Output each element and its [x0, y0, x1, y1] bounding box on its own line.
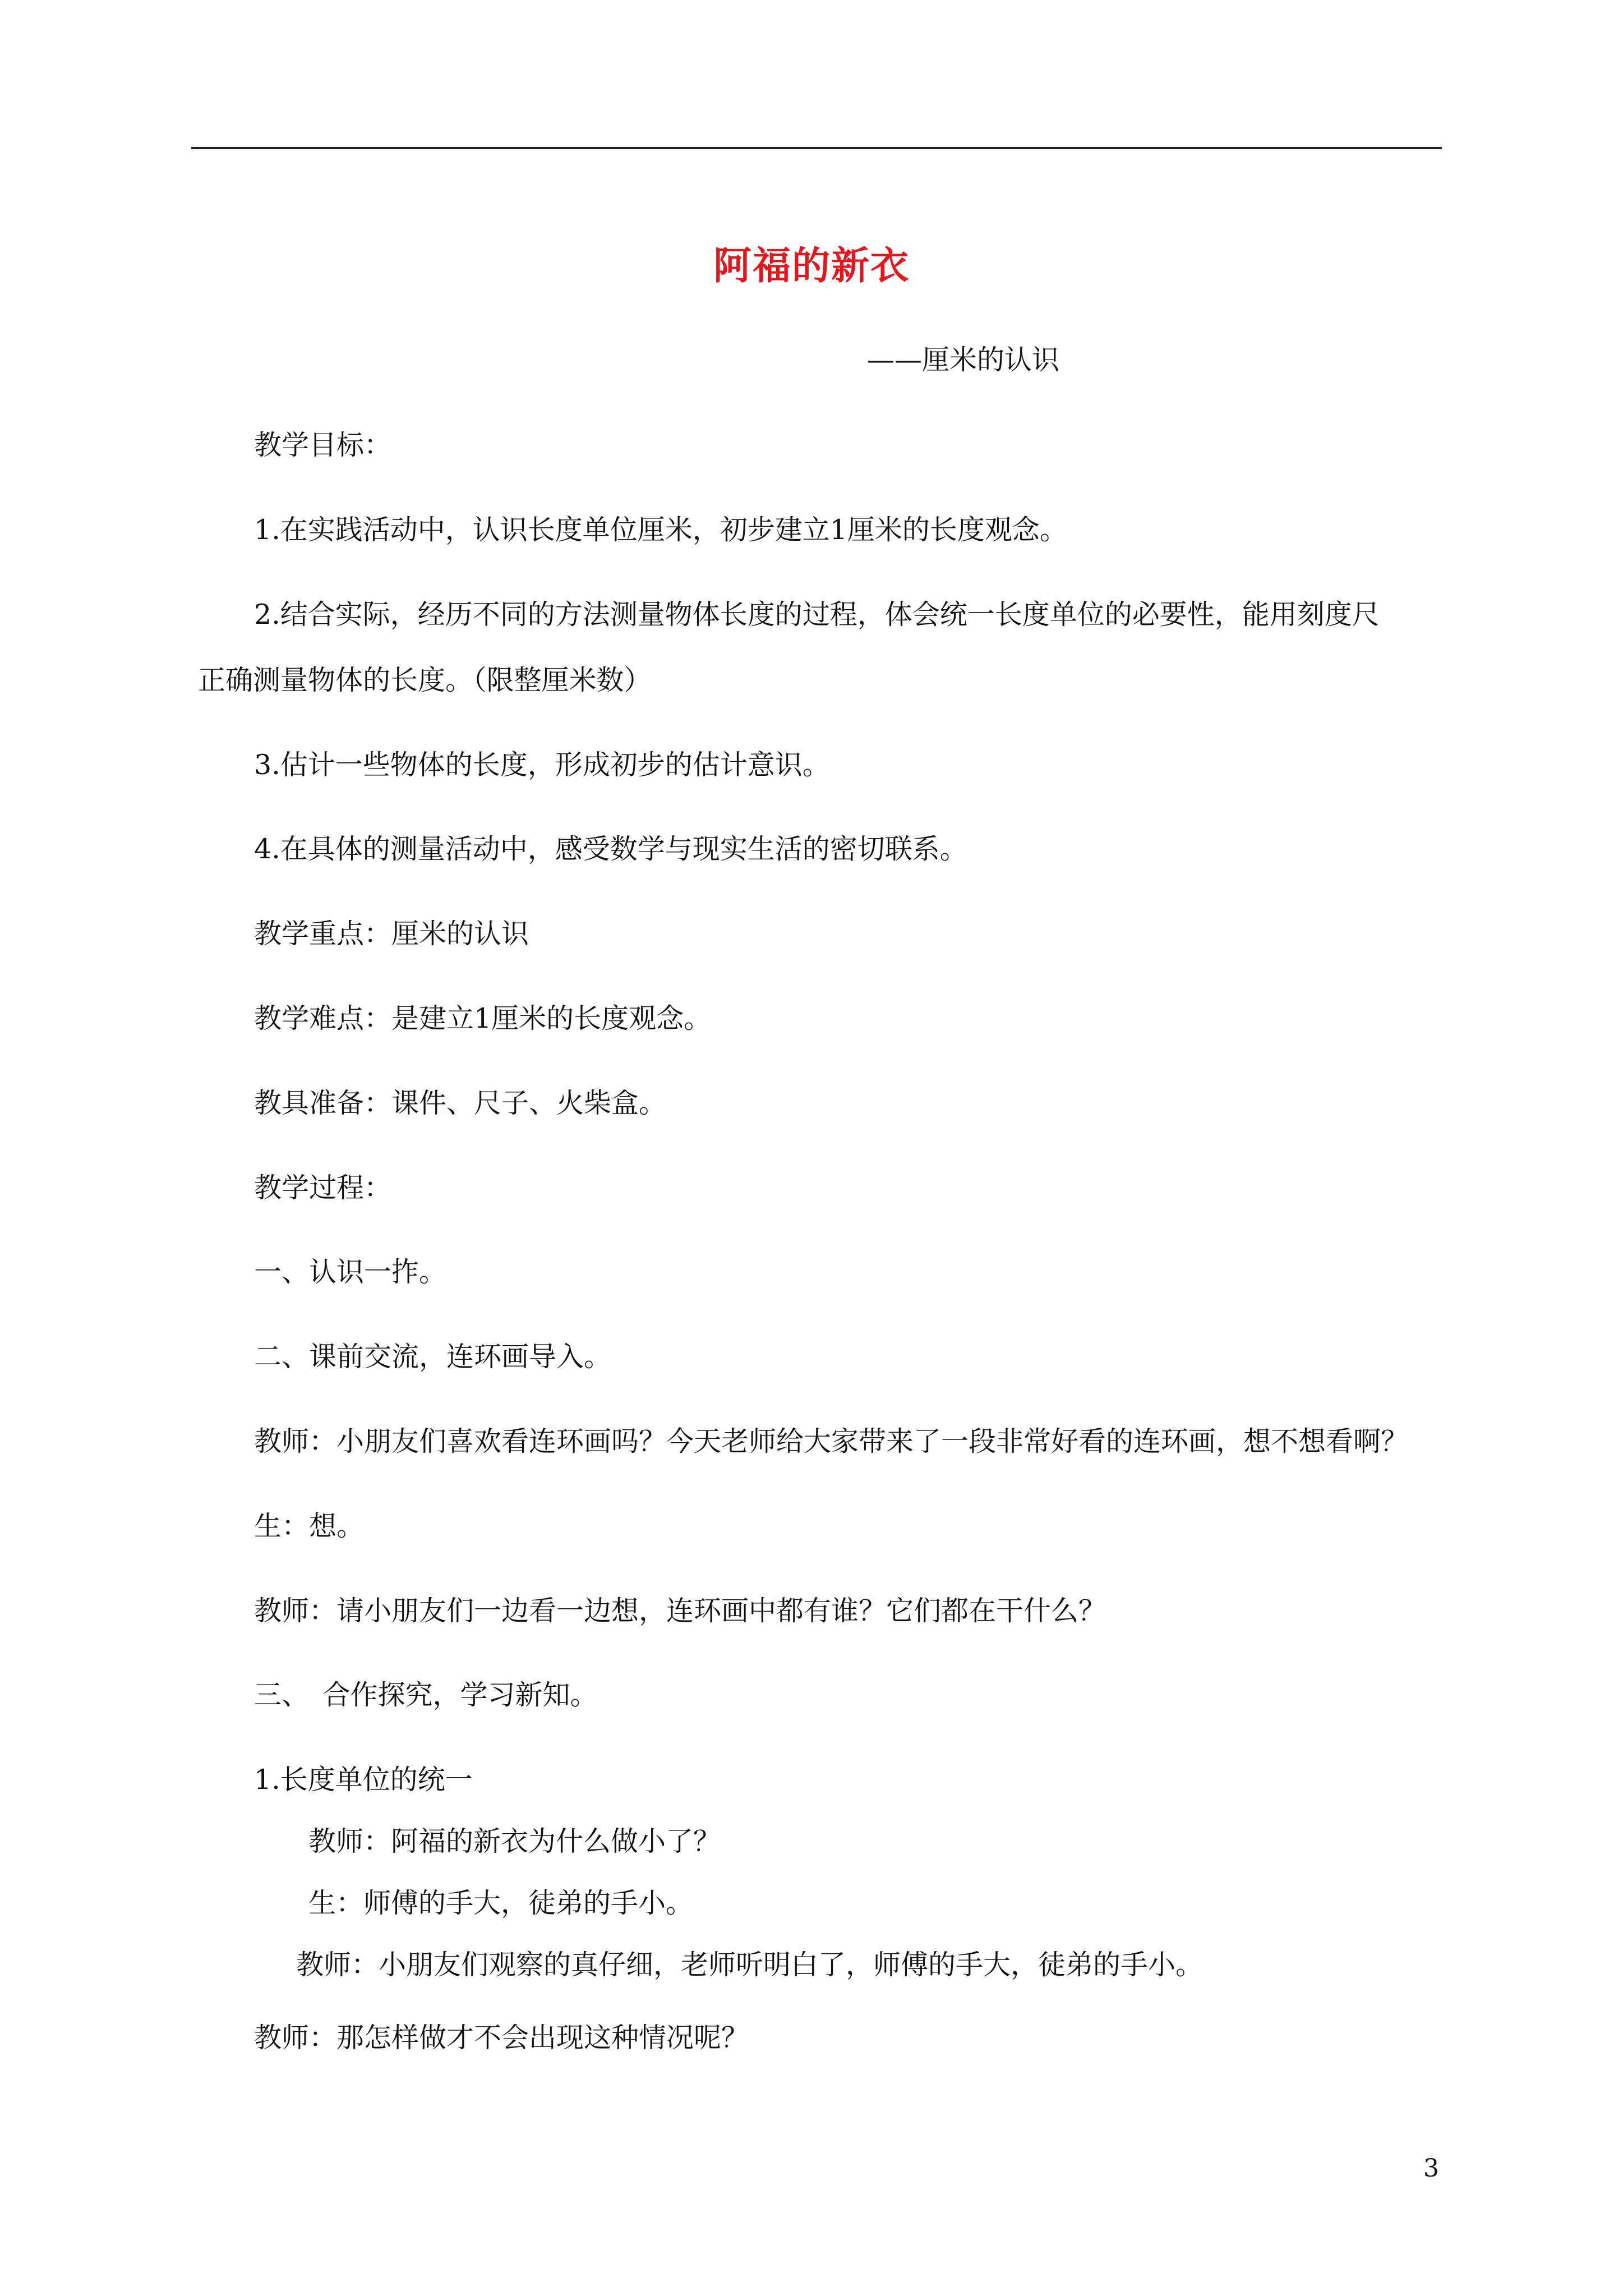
process-step: 二、课前交流，连环画导入。	[254, 1341, 612, 1373]
process-subsection: 1.长度单位的统一	[254, 1764, 473, 1796]
document-title: 阿福的新衣	[713, 243, 910, 288]
dialogue-line: 教师：小朋友们喜欢看连环画吗？今天老师给大家带来了一段非常好看的连环画，想不想看啊？	[254, 1425, 1409, 1457]
dialogue-line: 教师：阿福的新衣为什么做小了？	[308, 1825, 721, 1857]
dialogue-line: 生：师傅的手大，徒弟的手小。	[308, 1887, 694, 1919]
process-heading: 教学过程：	[254, 1172, 392, 1204]
objective-item-continuation: 正确测量物体的长度。（限整厘米数）	[198, 664, 652, 696]
objective-item: 2.结合实际，经历不同的方法测量物体长度的过程，体会统一长度单位的必要性，能用刻度尺	[254, 599, 1380, 631]
materials: 教具准备：课件、尺子、火柴盒。	[254, 1087, 667, 1119]
objective-item: 4.在具体的测量活动中，感受数学与现实生活的密切联系。	[254, 833, 967, 865]
document-subtitle: ——厘米的认识	[867, 344, 1060, 376]
process-step: 一、认识一拃。	[254, 1256, 447, 1288]
dialogue-line: 生：想。	[254, 1510, 365, 1542]
dialogue-line: 教师：那怎样做才不会出现这种情况呢？	[254, 2022, 749, 2054]
dialogue-line: 教师：请小朋友们一边看一边想，连环画中都有谁？它们都在干什么？	[254, 1595, 1106, 1627]
dialogue-line: 教师：小朋友们观察的真仔细，老师听明白了，师傅的手大，徒弟的手小。	[296, 1949, 1204, 1981]
key-point: 教学重点：厘米的认识	[254, 918, 529, 950]
header-rule	[191, 147, 1442, 149]
objectives-heading: 教学目标：	[254, 429, 392, 461]
process-step: 三、 合作探究，学习新知。	[254, 1679, 598, 1711]
objective-item: 1.在实践活动中，认识长度单位厘米，初步建立1厘米的长度观念。	[254, 514, 1067, 546]
objective-item: 3.估计一些物体的长度，形成初步的估计意识。	[254, 749, 830, 781]
page-number: 3	[1423, 2154, 1439, 2183]
difficulty: 教学难点：是建立1厘米的长度观念。	[254, 1002, 712, 1034]
